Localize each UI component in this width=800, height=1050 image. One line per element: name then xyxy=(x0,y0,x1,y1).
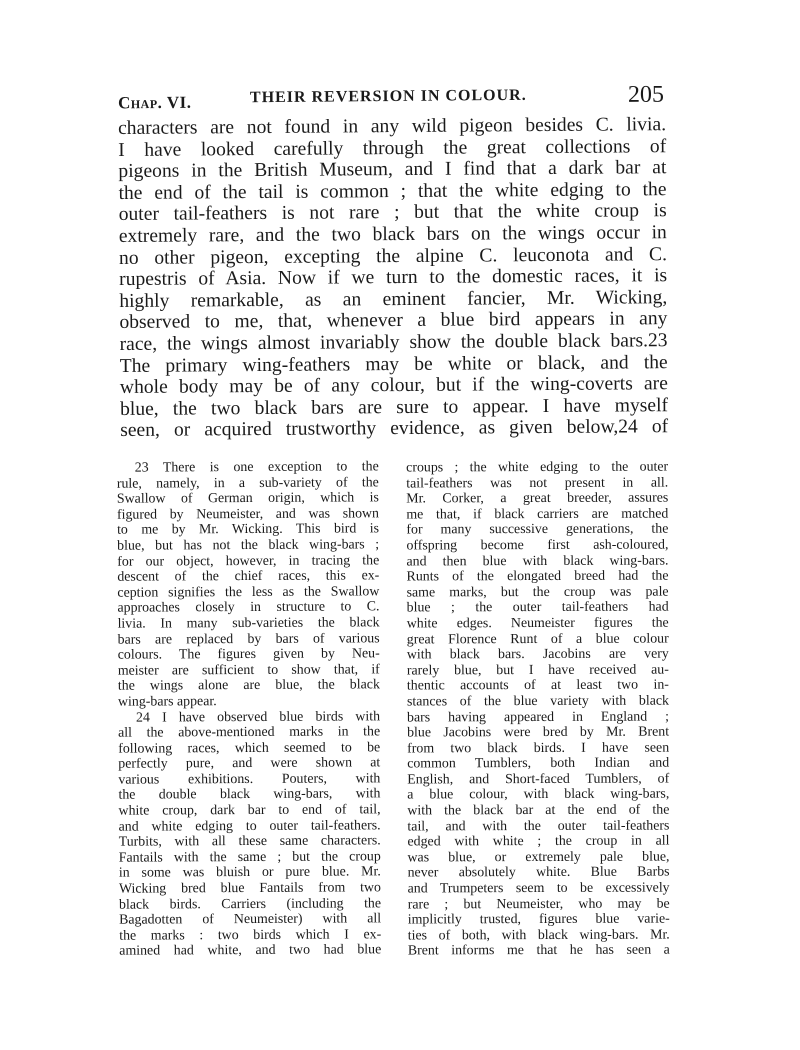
footnote-line: Runts of the elongated breed had the xyxy=(406,568,669,585)
footnote-line: for many successive generations, the xyxy=(406,521,669,538)
text-line: blue, the two black bars are sure to appear. I have myself xyxy=(119,394,669,420)
text-line: no other pigeon, excepting the alpine C. leuconota and C. xyxy=(118,243,668,269)
footnote-line: tail-feathers was not present in all. xyxy=(406,475,669,492)
footnote-line: English, and Short-faced Tumblers, of xyxy=(407,771,670,788)
footnote-line: never absolutely white. Blue Barbs xyxy=(407,864,670,881)
text-line: the end of the tail is common ; that the white edging to the xyxy=(118,178,667,204)
footnote-line: white edges. Neumeister figures the xyxy=(406,615,669,632)
footnote-line: from two black birds. I have seen xyxy=(407,740,670,757)
footnote-line: the marks : two birds which I ex- xyxy=(119,927,382,944)
text-line: outer tail-feathers is not rare ; but that the white croup is xyxy=(118,200,667,226)
text-line: rupestris of Asia. Now if we turn to the domestic races, it is xyxy=(119,265,668,291)
footnote-line: thentic accounts of at least two in- xyxy=(406,677,669,694)
footnote-line: black birds. Carriers (including the xyxy=(118,895,382,913)
text-line: characters are not found in any wild pigeon besides C. livia. xyxy=(118,114,667,139)
footnote-line: offspring become first ash-coloured, xyxy=(406,537,669,554)
footnote-line: the wings alone are blue, the black xyxy=(117,677,380,694)
text-line: pigeons in the British Museum, and I find that a dark bar at xyxy=(118,157,667,183)
running-title: THEIR REVERSION IN COLOUR. xyxy=(249,86,527,107)
footnote-line: great Florence Runt of a blue colour xyxy=(406,631,669,647)
footnote-line: stances of the blue variety with black xyxy=(406,693,669,710)
footnote-line: Swallow of German origin, which is xyxy=(116,490,379,507)
footnote-line: meister are sufficient to show that, if xyxy=(117,662,380,679)
footnote-line: Wicking bred blue Fantails from two xyxy=(118,880,381,897)
footnote-line: and Trumpeters seem to be excessively xyxy=(407,880,670,897)
text-line: I have looked carefully through the great collections of xyxy=(118,135,667,161)
footnote-line: for our object, however, in tracing the xyxy=(117,552,380,570)
page-number: 205 xyxy=(627,81,665,108)
footnote-line: was blue, or extremely pale blue, xyxy=(407,849,670,866)
footnote-line: rare ; but Neumeister, who may be xyxy=(407,896,670,913)
footnote-line: with black bars. Jacobins are very xyxy=(406,646,669,663)
footnote-line: descent of the chief races, this ex- xyxy=(117,568,380,585)
main-text xyxy=(118,114,668,442)
footnote-line: the double black wing-bars, with xyxy=(118,786,381,804)
text-line: whole body may be of any colour, but if the wing-coverts are xyxy=(119,373,668,399)
chapter-label: Chap. VI. xyxy=(117,92,192,113)
text-line: seen, or acquired trustworthy evidence, as given below,24 of xyxy=(120,416,669,442)
footnote-line: various exhibitions. Pouters, with xyxy=(118,771,381,788)
footnote-line: blue, but has not the black wing-bars ; xyxy=(117,537,380,554)
footnote-line: ception signifies the less as the Swallow xyxy=(117,584,380,601)
footnote-line: all the above-mentioned marks in the xyxy=(118,724,381,741)
footnote-line: Mr. Corker, a great breeder, assures xyxy=(406,490,669,507)
footnote-line: same marks, but the croup was pale xyxy=(406,584,669,601)
footnote-line: rule, namely, in a sub-variety of the xyxy=(116,474,379,492)
text-line: extremely rare, and the two black bars on the wings occur in xyxy=(118,222,667,247)
footnote-line: bars are replaced by bars of various xyxy=(117,630,380,648)
running-header xyxy=(118,82,664,117)
footnote-line: colours. The figures given by Neu- xyxy=(117,646,380,663)
footnote-line: approaches closely in structure to C. xyxy=(117,599,380,617)
footnotes-left-column xyxy=(117,459,382,959)
footnote-line: with the black bar at the end of the xyxy=(407,802,670,819)
footnote-line: Brent informs me that he has seen a xyxy=(407,942,670,959)
footnote-line: implicitly trusted, figures blue varie- xyxy=(407,911,670,928)
footnote-line: common Tumblers, both Indian and xyxy=(407,755,670,772)
footnote-line: white croup, dark bar to end of tail, xyxy=(118,802,381,819)
footnote-line: 23 There is one exception to the xyxy=(134,459,379,476)
footnote-line: Fantails with the same ; but the croup xyxy=(118,849,381,866)
text-line: The primary wing-feathers may be white or black, and the xyxy=(119,351,668,377)
footnote-line: croups ; the white edging to the outer xyxy=(406,459,669,476)
footnote-line: edged with white ; the croup in all xyxy=(407,833,670,850)
footnote-line: to me by Mr. Wicking. This bird is xyxy=(117,521,380,539)
text-line: observed to me, that, whenever a blue bird appears in any xyxy=(119,308,668,334)
footnote-line: rarely blue, but I have received au- xyxy=(406,662,669,679)
footnote-line: tail, and with the outer tail-feathers xyxy=(407,818,670,835)
footnote-line: and white edging to outer tail-feathers. xyxy=(118,817,381,835)
footnote-line: a blue colour, with black wing-bars, xyxy=(407,787,670,803)
footnote-line: wing-bars appear. xyxy=(117,694,217,710)
footnote-line: blue ; the outer tail-feathers had xyxy=(406,599,669,616)
footnote-line: 24 I have observed blue birds with xyxy=(136,708,381,726)
footnote-line: Turbits, with all these same characters. xyxy=(118,833,381,850)
footnote-line: perfectly pure, and were shown at xyxy=(118,755,381,772)
text-line: race, the wings almost invariably show the double black bars.23 xyxy=(119,330,668,355)
footnote-line: Bagadotten of Neumeister) with all xyxy=(119,911,382,928)
footnote-line: amined had white, and two had blue xyxy=(119,942,382,960)
footnote-line: blue Jacobins were bred by Mr. Brent xyxy=(407,724,670,741)
footnote-line: and then blue with black wing-bars. xyxy=(406,553,669,570)
footnote-line: livia. In many sub-varieties the black xyxy=(117,615,380,632)
footnote-line: ties of both, with black wing-bars. Mr. xyxy=(407,927,670,944)
footnotes-right-column xyxy=(406,460,670,960)
footnote-line: following races, which seemed to be xyxy=(118,740,381,757)
footnote-line: me that, if black carriers are matched xyxy=(406,506,669,523)
text-line: highly remarkable, as an eminent fancier, Mr. Wicking, xyxy=(119,286,668,312)
footnote-line: in some was bluish or pure blue. Mr. xyxy=(118,864,381,882)
footnote-line: bars having appeared in England ; xyxy=(407,709,670,725)
footnote-line: figured by Neumeister, and was shown xyxy=(116,506,380,523)
